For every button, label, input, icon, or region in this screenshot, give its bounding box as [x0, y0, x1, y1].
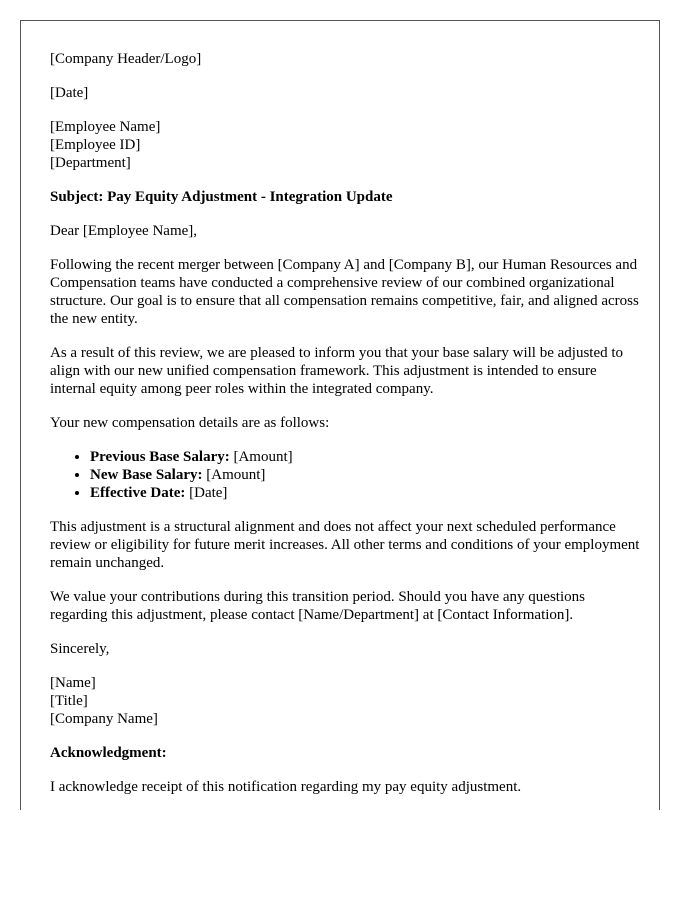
detail-value: [Amount] — [229, 449, 293, 465]
signature-company: [Company Name] — [50, 711, 158, 727]
list-item-effective-date — [90, 484, 640, 502]
letter-page — [20, 20, 660, 810]
acknowledgment-text: I acknowledge receipt of this notification regarding my pay equity adjustment. — [50, 779, 522, 795]
recipient-block — [50, 118, 640, 172]
signature-name: [Name] — [50, 675, 96, 691]
body-paragraph-contact: We value your contributions during this transition period. Should you have any questions regarding this adjustment, please contact [Name/Department] at [Contact Information]. — [50, 589, 585, 623]
detail-label: Effective Date: — [90, 485, 186, 501]
body-paragraph-merger: Following the recent merger between [Company A] and [Company B], our Human Resources and Compensation teams have conducted a comprehensive review of our combined organizational structure. Our goal is to ensure that all compensation remains competitive, fair, and aligned across the new entity. — [50, 257, 639, 327]
closing: Sincerely, — [50, 641, 110, 657]
body-paragraph-structural: This adjustment is a structural alignment and does not affect your next scheduled performance review or eligibility for future merit increases. All other terms and conditions of your employment remain unchanged. — [50, 519, 640, 571]
company-header: [Company Header/Logo] — [50, 51, 202, 67]
recipient-id: [Employee ID] — [50, 137, 141, 153]
letter-date: [Date] — [50, 85, 89, 101]
salutation: Dear [Employee Name], — [50, 223, 198, 239]
detail-value: [Amount] — [202, 467, 266, 483]
detail-label: New Base Salary: — [90, 467, 203, 483]
body-paragraph-adjustment: As a result of this review, we are pleased to inform you that your base salary will be adjusted to align with our new unified compensation framework. This adjustment is intended to ensure internal equity among peer roles within the integrated company. — [50, 345, 624, 397]
list-item-new-salary — [90, 466, 640, 484]
letter-content — [50, 50, 640, 810]
recipient-department: [Department] — [50, 155, 131, 171]
signature-block — [50, 674, 640, 728]
detail-value: [Date] — [185, 485, 228, 501]
signature-title: [Title] — [50, 693, 88, 709]
subject-line: Subject: Pay Equity Adjustment - Integration Update — [50, 189, 393, 205]
details-intro: Your new compensation details are as follows: — [50, 415, 330, 431]
acknowledgment-heading: Acknowledgment: — [50, 745, 167, 761]
detail-label: Previous Base Salary: — [90, 449, 230, 465]
recipient-name: [Employee Name] — [50, 119, 161, 135]
compensation-details-list — [50, 448, 640, 502]
list-item-previous-salary — [90, 448, 640, 466]
